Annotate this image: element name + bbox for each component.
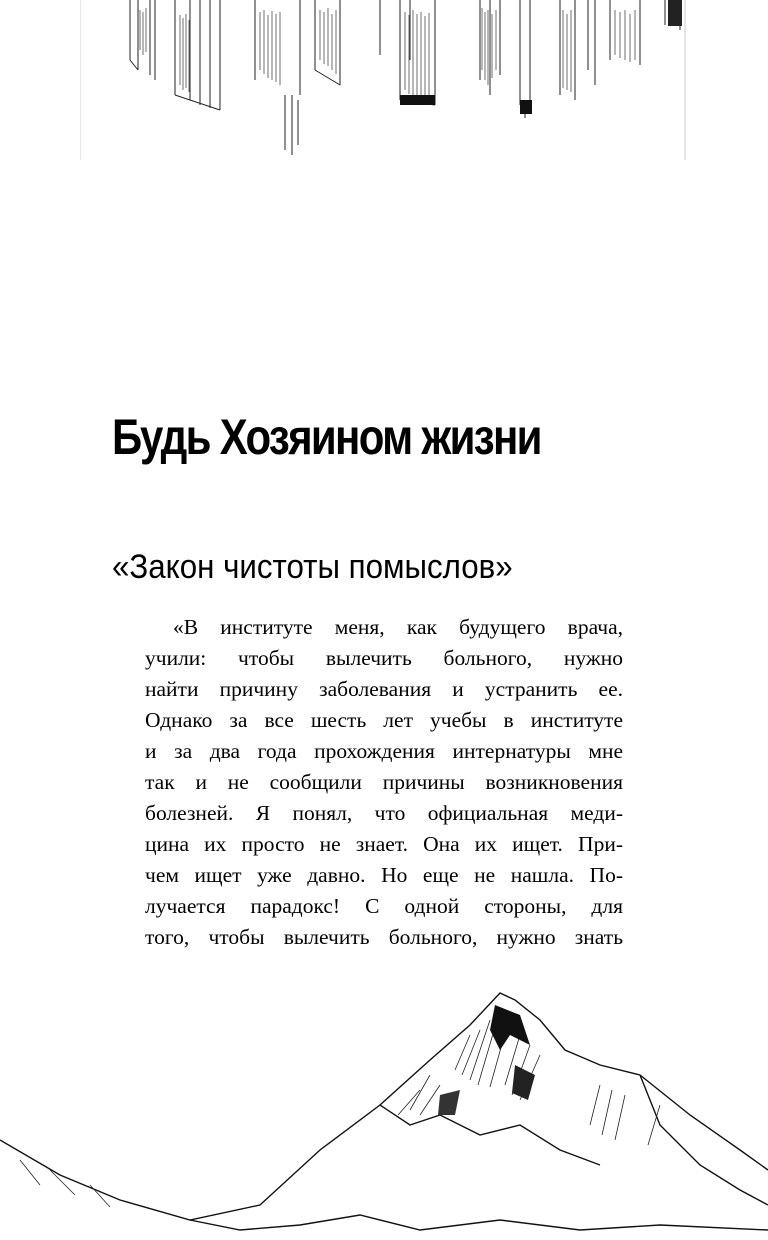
text-line: учили: чтобы вылечить больного, нужно [145, 646, 623, 670]
text-line: «В институте меня, как будущего врача, [173, 615, 623, 639]
text-line: болезней. Я понял, что официальная меди- [145, 801, 623, 825]
text-line: найти причину заболевания и устранить ее. [145, 677, 623, 701]
body-text [145, 612, 623, 953]
text-line: лучается парадокс! С одной стороны, для [145, 894, 623, 918]
text-line: того, чтобы вылечить больного, нужно знать [145, 925, 623, 949]
text-line: чем ищет уже давно. Но еще не нашла. По- [145, 863, 623, 887]
section-subtitle: «Закон чистоты помыслов» [112, 548, 513, 586]
city-skyline-sketch [80, 0, 700, 170]
mountain-sketch [0, 975, 768, 1240]
page-title: Будь Хозяином жизни [112, 409, 541, 465]
text-line: цина их просто не знает. Она их ищет. При- [145, 832, 623, 856]
text-line: и за два года прохождения интернатуры мне [145, 739, 623, 763]
text-line: так и не сообщили причины возникновения [145, 770, 623, 794]
text-line: Однако за все шесть лет учебы в институте [145, 708, 623, 732]
